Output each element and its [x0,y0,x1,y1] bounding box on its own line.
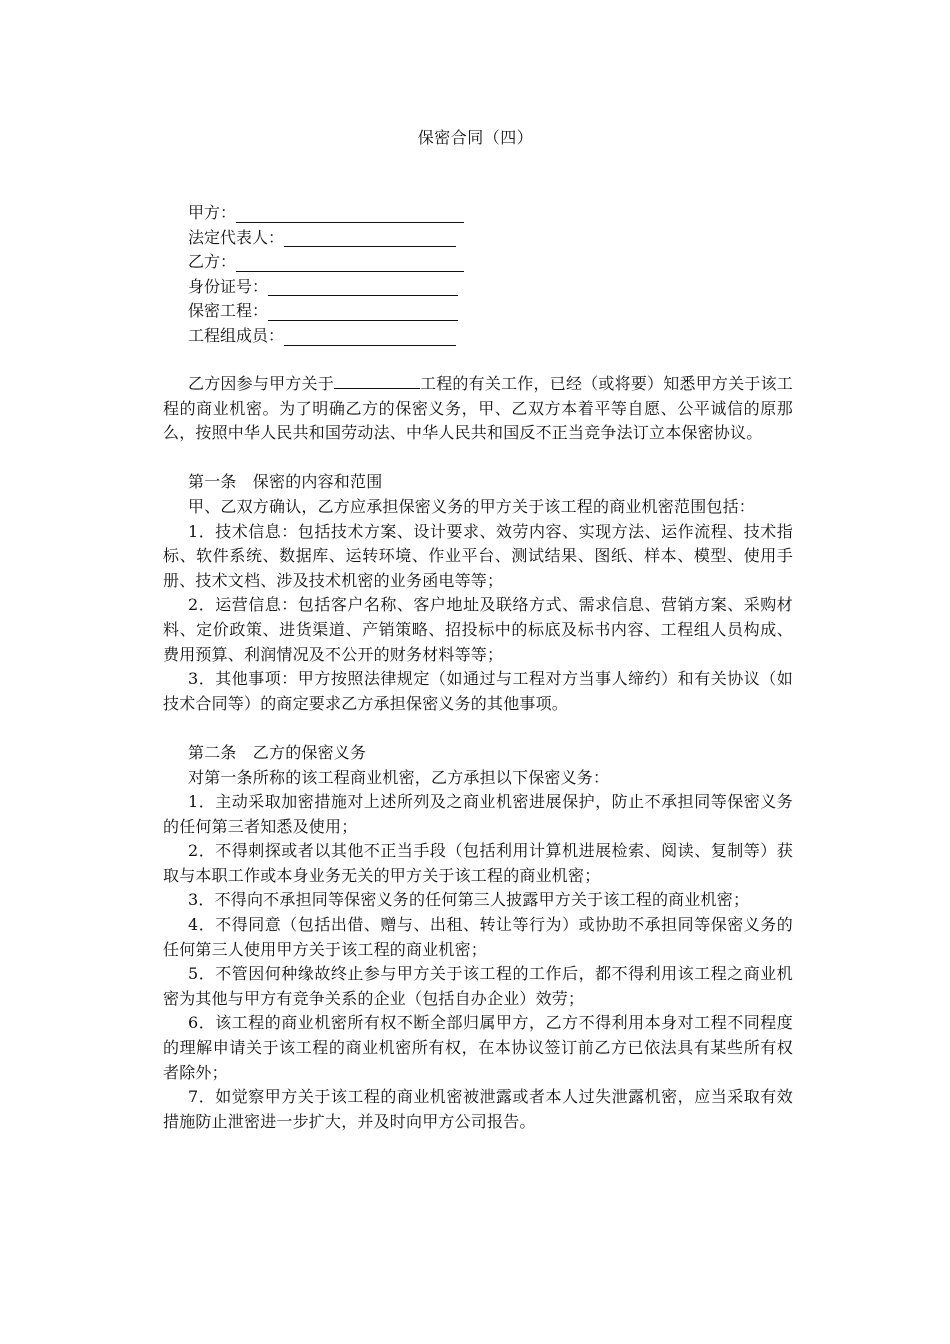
article-1-item: 2．运营信息：包括客户名称、客户地址及联络方式、需求信息、营销方案、采购材料、定价政策、进货渠道、产销策略、招投标中的标底及标书内容、工程组人员构成、费用预算、利润情况及不公开的财务材料等等； [163,595,793,664]
party-a-label: 甲方： [188,203,237,222]
id-number-label: 身份证号： [188,276,269,296]
project-line [188,299,588,324]
party-a-line [188,201,588,226]
party-a-blank [236,205,464,223]
intro-text-start: 乙方因参与甲方关于 [188,374,334,393]
article-1-item: 1．技术信息：包括技术方案、设计要求、效劳内容、实现方法、运作流程、技术指标、软件系统、数据库、运转环境、作业平台、测试结果、图纸、样本、模型、使用手册、技术文档、涉及技术机密的业务函电等等； [163,521,793,590]
spacer [163,446,793,471]
members-blank [284,328,456,346]
article-2-item: 7．如觉察甲方关于该工程的商业机密被泄露或者本人过失泄露机密，应当采取有效措施防止泄密进一步扩大，并及时向甲方公司报告。 [163,1087,793,1131]
document-title: 保密合同（四） [417,128,534,147]
intro-text-end: 工程的有关工作，已经（或将要）知悉甲方关于该工程的商业机密。为了明确乙方的保密义务，甲、乙双方本着平等自愿、公平诚信的原那么，按照中华人民共和国劳动法、中华人民共和国反不正当竞争法订立本保密协议。 [163,374,793,443]
article-2-heading: 第二条 乙方的保密义务 [188,742,367,762]
article-2-item: 5．不管因何种缘故终止参与甲方关于该工程的工作后，都不得利用该工程之商业机密为其他与甲方有竞争关系的企业（包括自办企业）效劳； [163,964,793,1008]
party-b-label: 乙方： [188,252,237,272]
intro-paragraph [163,372,793,446]
article-1-heading: 第一条 保密的内容和范围 [188,472,383,492]
project-label: 保密工程： [188,301,269,321]
article-2-item: 1．主动采取加密措施对上述所列及之商业机密进展保护，防止不承担同等保密义务的任何第三者知悉及使用； [163,792,793,836]
spacer [163,716,793,741]
id-number-line [188,275,588,300]
article-1-item: 3．其他事项：甲方按照法律规定（如通过与工程对方当事人缔约）和有关协议（如技术合同等）的商定要求乙方承担保密义务的其他事项。 [163,669,793,713]
legal-rep-label: 法定代表人： [188,227,285,247]
members-line [188,324,588,349]
party-fields [188,201,588,349]
project-blank [268,303,458,321]
id-number-blank [268,278,458,296]
party-b-line [188,250,588,275]
article-2-item: 6．该工程的商业机密所有权不断全部归属甲方，乙方不得利用本身对工程不同程度的理解申请关于该工程的商业机密所有权，在本协议签订前乙方已依法具有某些所有权者除外； [163,1013,793,1082]
article-2-item: 4．不得同意（包括出借、赠与、出租、转让等行为）或协助不承担同等保密义务的任何第三人使用甲方关于该工程的商业机密； [163,915,793,959]
article-2-item: 3．不得向不承担同等保密义务的任何第三人披露甲方关于该工程的商业机密； [188,890,750,910]
members-label: 工程组成员： [188,325,285,345]
article-1-lead: 甲、乙双方确认，乙方应承担保密义务的甲方关于该工程的商业机密范围包括： [188,496,756,516]
article-2-item: 2．不得刺探或者以其他不正当手段（包括利用计算机进展检索、阅读、复制等）获取与本职工作或本身业务无关的甲方关于该工程的商业机密； [163,841,793,885]
article-2-lead: 对第一条所称的该工程商业机密，乙方承担以下保密义务： [188,767,610,787]
contract-body [163,372,793,1134]
legal-rep-line [188,226,588,251]
party-b-blank [236,254,464,272]
legal-rep-blank [284,229,456,247]
project-name-blank [334,373,420,389]
